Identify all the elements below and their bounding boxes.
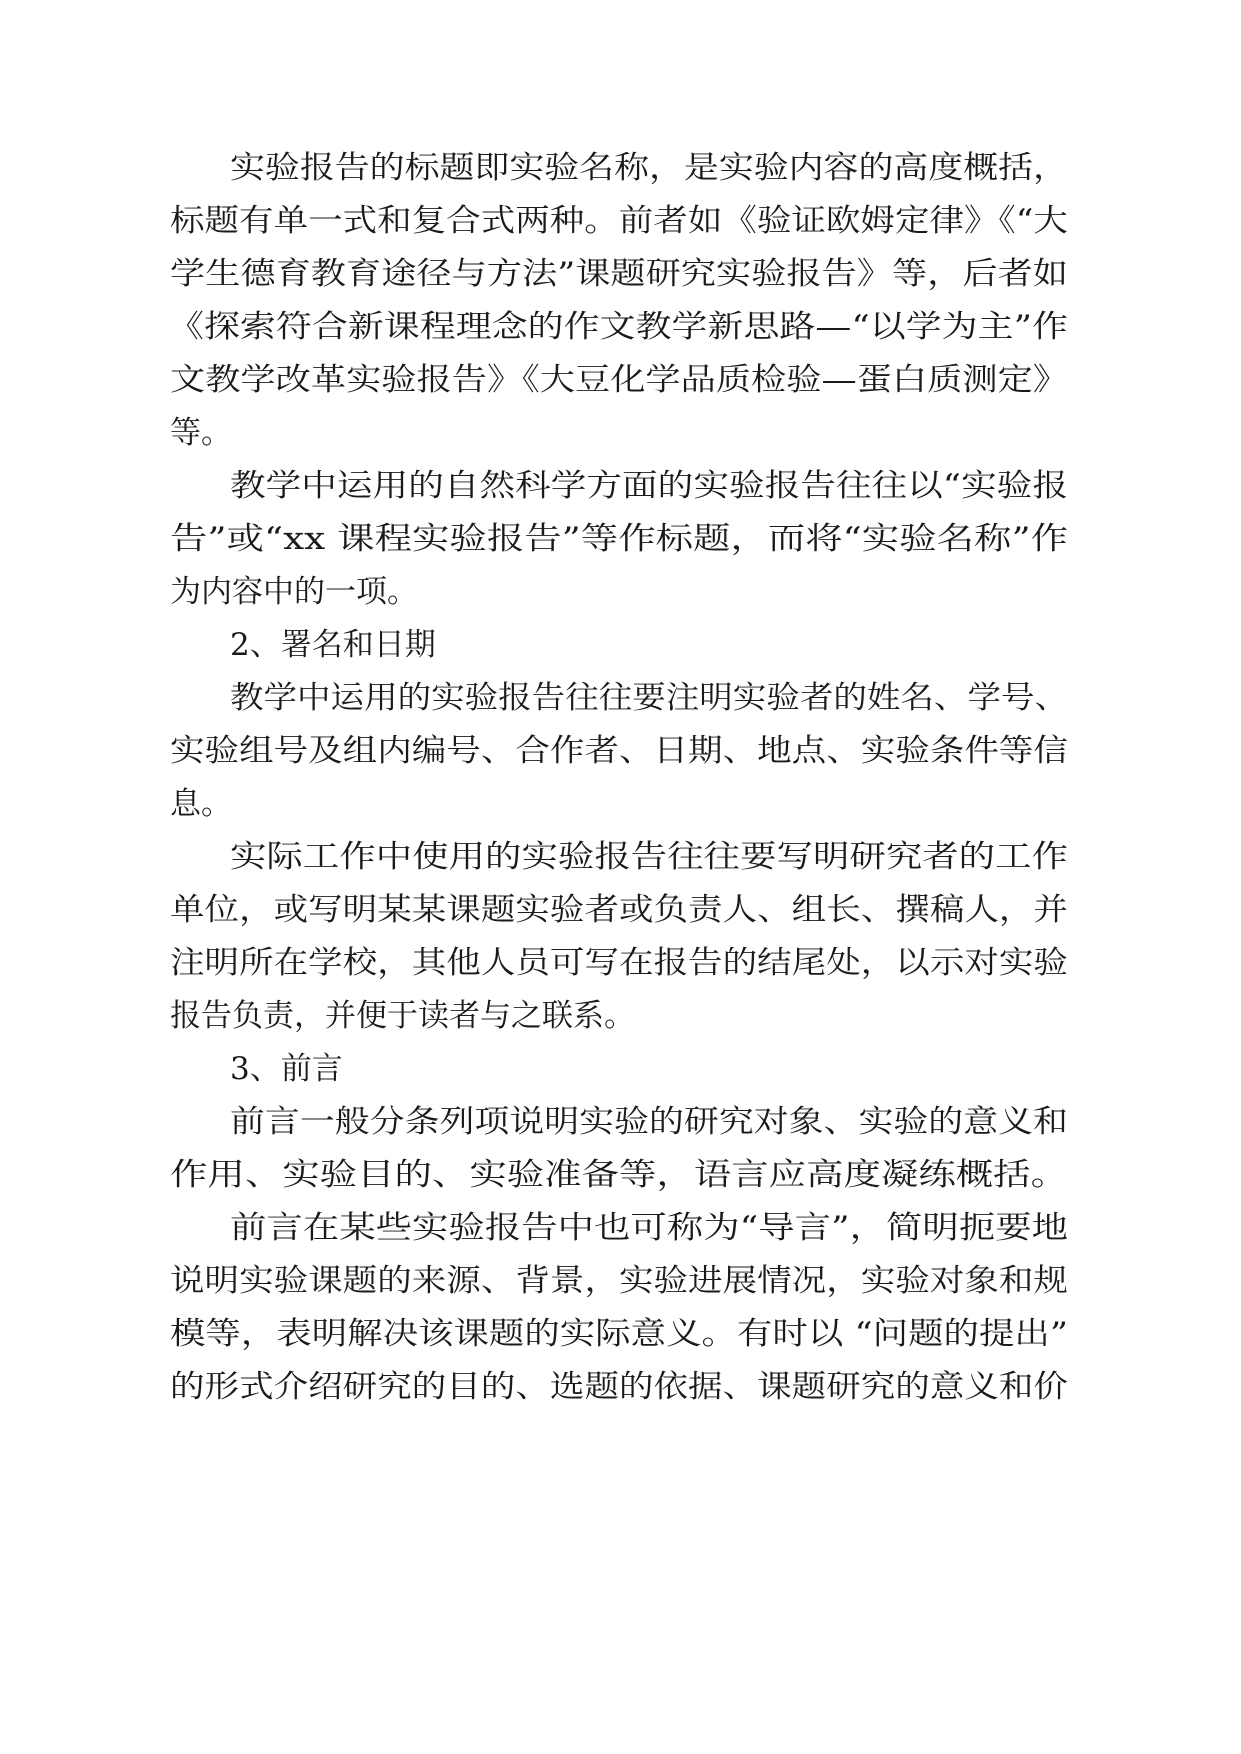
text-line-8: 告”或“xx 课程实验报告”等作标题，而将“实验名称”作 <box>170 521 1069 557</box>
text-line-22: 说明实验课题的来源、背景，实验进展情况，实验对象和规 <box>170 1263 1068 1299</box>
text-line-5: 文教学改革实验报告》《大豆化学品质检验—蛋白质测定》 <box>170 362 1069 398</box>
text-line-21: 前言在某些实验报告中也可称为“导言”，简明扼要地 <box>230 1210 1069 1246</box>
text-line-24: 的形式介绍研究的目的、选题的依据、课题研究的意义和价 <box>170 1369 1068 1405</box>
text-line-2: 标题有单一式和复合式两种。前者如《验证欧姆定律》《“大 <box>170 203 1068 239</box>
text-line-4: 《探索符合新课程理念的作文教学新思路—“以学为主”作 <box>168 309 1068 345</box>
text-line-23: 模等，表明解决该课题的实际意义。有时以 “问题的提出” <box>170 1316 1068 1352</box>
text-line-7: 教学中运用的自然科学方面的实验报告往往以“实验报 <box>230 468 1068 504</box>
section-heading-preface: 3、前言 <box>230 1051 343 1087</box>
text-line-3: 学生德育教育途径与方法”课题研究实验报告》等，后者如 <box>170 256 1069 292</box>
text-line-19: 前言一般分条列项说明实验的研究对象、实验的意义和 <box>230 1104 1068 1140</box>
text-line-20: 作用、实验目的、实验准备等，语言应高度凝练概括。 <box>170 1157 1069 1193</box>
text-line-16: 注明所在学校，其他人员可写在报告的结尾处，以示对实验 <box>170 945 1068 981</box>
text-line-12: 实验组号及组内编号、合作者、日期、地点、实验条件等信 <box>170 733 1068 769</box>
text-line-17: 报告负责，并便于读者与之联系。 <box>170 998 635 1034</box>
text-line-15: 单位，或写明某某课题实验者或负责人、组长、撰稿人，并 <box>170 892 1068 928</box>
text-line-13: 息。 <box>170 786 232 822</box>
text-line-14: 实际工作中使用的实验报告往往要写明研究者的工作 <box>230 839 1068 875</box>
section-heading-signature-date: 2、署名和日期 <box>230 627 436 663</box>
text-line-1: 实验报告的标题即实验名称，是实验内容的高度概括， <box>230 150 1068 186</box>
text-line-9: 为内容中的一项。 <box>170 574 418 610</box>
text-line-6: 等。 <box>170 415 232 451</box>
text-line-11: 教学中运用的实验报告往往要注明实验者的姓名、学号、 <box>230 680 1069 716</box>
